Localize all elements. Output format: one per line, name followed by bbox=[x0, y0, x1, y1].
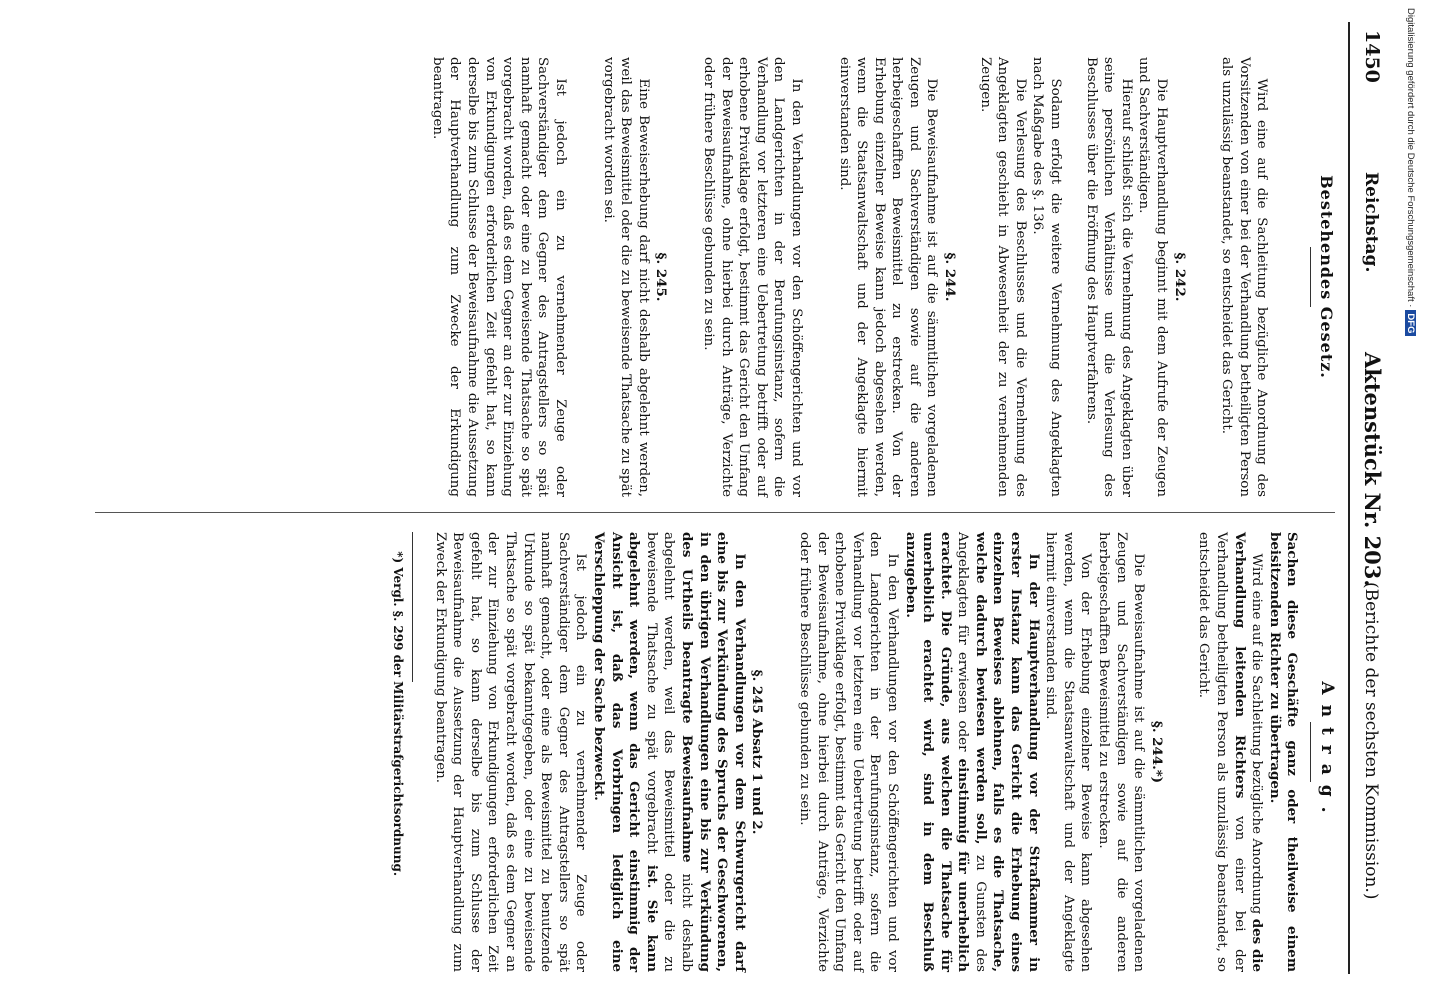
paragraph-bold: Sachen diese Geschäfte ganz oder theilweise einem beisitzenden Richter zu übertragen. bbox=[1266, 532, 1301, 972]
right-column bbox=[389, 532, 1336, 972]
section-heading: §. 244. bbox=[942, 252, 959, 302]
text-run-bold: ist. Sie kann abgelehnt werden, wenn das Gericht einstimmig der Ansicht ist, daß das Vorbringen lediglich eine Verschleppung der Sache bezweckt. bbox=[591, 532, 660, 973]
paragraph bbox=[901, 532, 1042, 972]
text-run: nicht deshalb abgelehnt werden, weil das Beweismittel oder die zu beweisende Thatsache zu spät vorgebracht bbox=[643, 532, 694, 972]
paragraph: Ist jedoch ein zu vernehmender Zeuge oder Sachverständiger dem Gegner des Antragstellers so spät namhaft gemacht, oder eine als Beweismittel zu benutzende Urkunde so spät bekanntgegeben, oder eine zu beweisende Thatsache so spät vorgebracht worden, daß es dem Gegner an der zur Einziehung von Erkundigungen erforderlichen Zeit gefehlt hat, so kann derselbe bis zum Schlusse der Beweisaufnahme die Aussetzung der Hauptverhandlung zum Zweck der Erkundigung beantragen. bbox=[432, 532, 589, 972]
footnote-rule bbox=[412, 532, 413, 682]
right-column-title: Antrag. bbox=[1317, 681, 1337, 823]
watermark-text: Digitalisierung gefördert durch die Deutsche Forschungsgemeinschaft · bbox=[1405, 8, 1416, 308]
paragraph: Ist jedoch ein zu vernehmender Zeuge oder Sachverständiger dem Gegner des Antragstellers so spät namhaft gemacht oder eine zu beweisende Thatsache so spät vorgebracht worden, daß es dem Gegner an der zur Einziehung von Erkundigungen erforderlichen Zeit gefehlt hat, so kann derselbe bis zum Schlusse der Beweisaufnahme die Aussetzung der Hauptverhandlung zum Zwecke der Erkundigung beantragen. bbox=[429, 57, 568, 497]
text-run-bold: In den Verhandlungen vor dem Schwurgericht darf eine bis zur Verkündung des Spruchs der Geschworenen, in den übrigen Verhandlungen eine bis zur Verkündung des Urtheils beantragte Beweisaufnahme bbox=[679, 532, 748, 972]
paragraph: Sodann erfolgt die weitere Vernehmung des Angeklagten nach Maßgabe des §. 136. bbox=[1030, 57, 1064, 497]
title-rule bbox=[1310, 722, 1311, 782]
paragraph: Die Hauptverhandlung beginnt mit dem Aufrufe der Zeugen und Sachverständigen. bbox=[1136, 57, 1170, 497]
paragraph: Eine Beweiserhebung darf nicht deshalb abgelehnt werden, weil das Beweismittel oder die zu beweisende Thatsache zu spät vorgebracht worden sei. bbox=[600, 57, 651, 497]
paragraph: Wird eine auf die Sachleitung bezügliche Anordnung des Vorsitzenden von einer bei der Verhandlung betheiligten Person als unzulässig beanstandet, so entscheidet das Gericht. bbox=[1219, 57, 1270, 497]
paragraph: In den Verhandlungen vor den Schöffengerichten und vor den Landgerichten in der Berufungsinstanz, sofern die Verhandlung vor letzteren eine Uebertretung betrifft oder auf erhobene Privatklage erfolgt, bestimmt das Gericht den Umfang der Beweisaufnahme, ohne hierbei durch Anträge, Verzichte oder frühere Beschlüsse gebunden zu sein. bbox=[796, 532, 900, 972]
text-run: von einer bei der Verhandlung betheiligten Person als unzulässig beanstandet, so entscheidet das Gericht. bbox=[1196, 532, 1247, 972]
footnote: *) Vergl. §. 299 der Militärstrafgerichtsordnung. bbox=[391, 551, 406, 877]
text-run-bold: einstimmig für unerheblich erachtet. Die Gründe, aus welchen die Thatsache für unerheblich erachtet wird, sind in dem Beschluß anzugeben. bbox=[902, 532, 972, 972]
dfg-logo: DFG bbox=[1405, 310, 1416, 336]
text-run-bold: des die Verhandlung leitenden Richters bbox=[1231, 532, 1266, 972]
document-title: Aktenstück Nr. 203. bbox=[1360, 352, 1385, 587]
paragraph: In den Verhandlungen vor den Schöffengerichten und vor den Landgerichten in der Berufungsinstanz, sofern die Verhandlung vor letzteren eine Uebertretung betrifft oder auf erhobene Privatklage erfolgt, bestimmt das Gericht den Umfang der Beweisaufnahme, ohne hierbei durch Anträge, Verzichte oder frühere Beschlüsse gebunden zu sein. bbox=[700, 57, 804, 497]
page-number: 1450 bbox=[1361, 30, 1383, 83]
text-run: Wird eine auf die Sachleitung bezügliche Anordnung bbox=[1249, 553, 1265, 915]
paragraph: Von der Erhebung einzelner Beweise kann abgesehen werden, wenn die Staatsanwaltschaft und der Angeklagte hiermit einverstanden sind. bbox=[1043, 532, 1094, 972]
text-run: zu Gunsten des Angeklagten für erwiesen oder bbox=[955, 532, 988, 972]
header-source: Reichstag. bbox=[1361, 172, 1381, 273]
page-header bbox=[1353, 22, 1395, 982]
header-series: (Berichte der sechsten Kommission.) bbox=[1361, 582, 1381, 900]
paragraph: Die Verlesung des Beschlusses und die Vernehmung des Angeklagten geschieht in Abwesenheit der zu vernehmenden Zeugen. bbox=[977, 57, 1028, 497]
section-heading: §. 242. bbox=[1171, 252, 1188, 302]
section-heading: §. 244.*) bbox=[1148, 720, 1165, 784]
left-column-title: Bestehendes Gesetz. bbox=[1317, 175, 1336, 379]
paragraph bbox=[589, 532, 747, 972]
paragraph: Die Beweisaufnahme ist auf die sämmtlichen vorgeladenen Zeugen und Sachverständigen sowie auf die anderen herbeigeschafften Beweismittel zu erstrecken. bbox=[1096, 532, 1147, 972]
rotated-page bbox=[60, 22, 1395, 982]
column-separator bbox=[95, 512, 1335, 513]
left-column bbox=[428, 57, 1335, 497]
paragraph bbox=[1195, 532, 1265, 972]
digitization-watermark bbox=[1400, 8, 1416, 1008]
section-heading: §. 245. bbox=[653, 252, 670, 302]
section-heading: §. 245 Absatz 1 und 2. bbox=[749, 669, 766, 835]
paragraph: Hierauf schließt sich die Vernehmung des Angeklagten über seine persönlichen Verhältnisse und die Verlesung des Beschlusses über die Eröffnung des Hauptverfahrens. bbox=[1083, 57, 1134, 497]
header-rule bbox=[1348, 22, 1350, 974]
title-rule bbox=[1310, 247, 1311, 307]
text-run-bold: In der Hauptverhandlung vor der Strafkammer in erster Instanz kann das Gericht die Erhebung eines einzelnen Beweises ablehnen, falls es die Thatsache, welche dadurch bewiesen werden soll, bbox=[972, 532, 1042, 972]
paragraph: Die Beweisaufnahme ist auf die sämmtlichen vorgeladenen Zeugen und Sachverständigen sowie auf die anderen herbeigeschafften Beweismittel zu erstrecken. Von der Erhebung einzelner Beweise kann jedoch abgesehen werden, wenn die Staatsanwaltschaft und der Angeklagte hiermit einverstanden sind. bbox=[836, 57, 940, 497]
